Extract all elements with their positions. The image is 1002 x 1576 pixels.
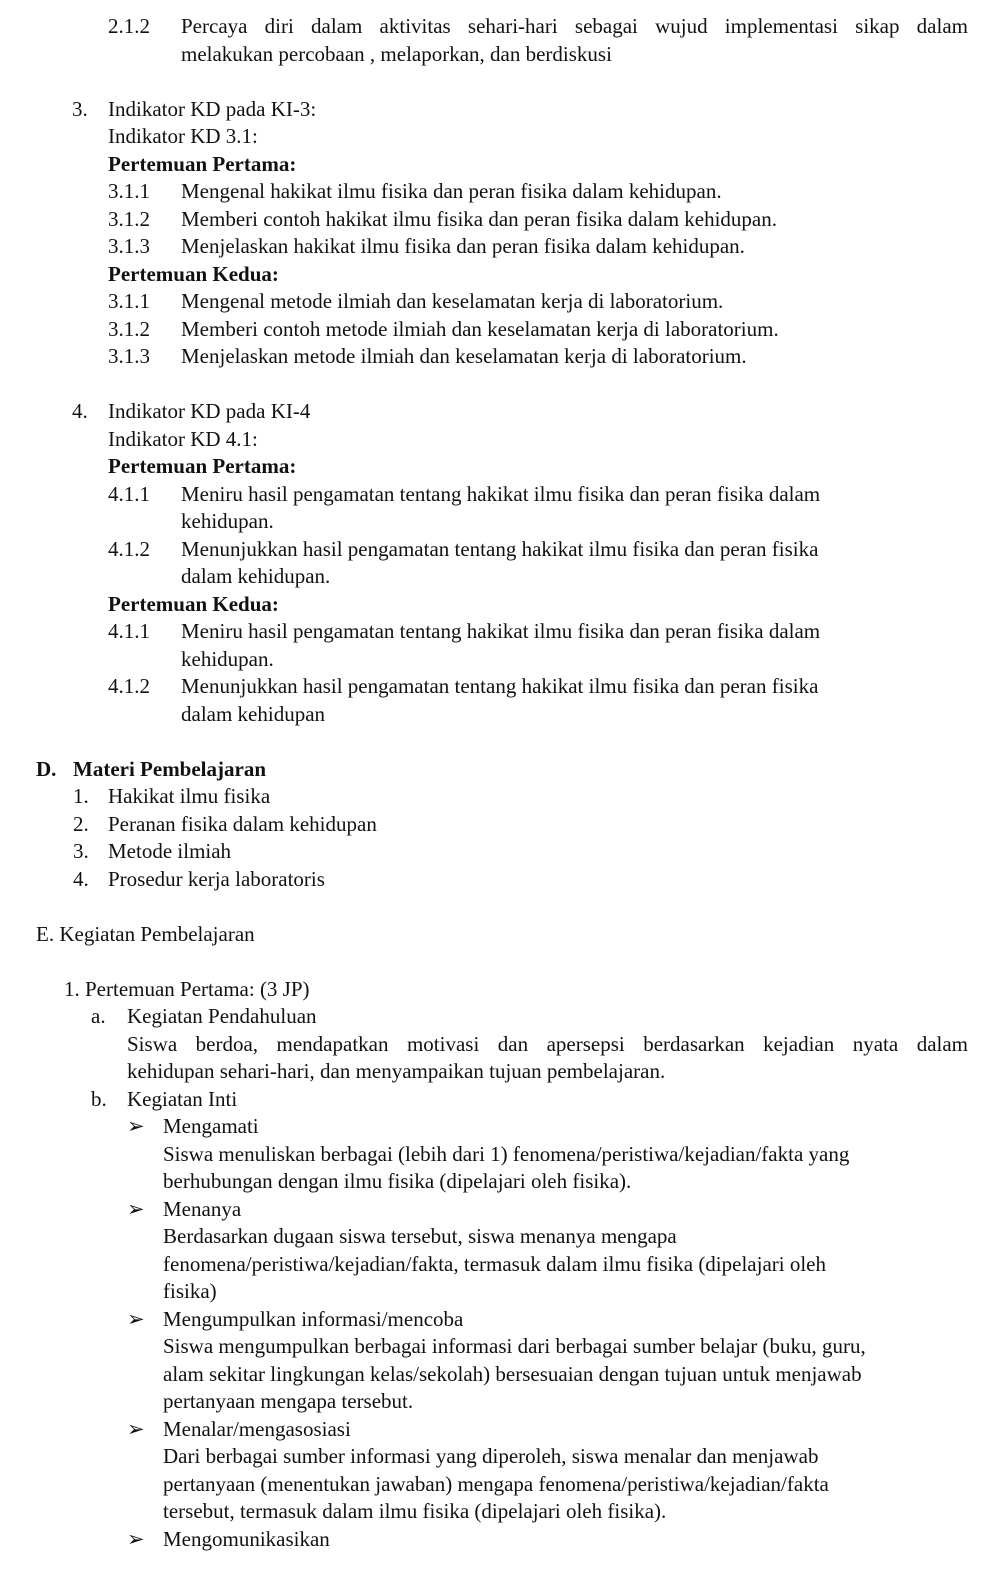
activity-text: kehidupan sehari-hari, dan menyampaikan tujuan pembelajaran. [127,1059,666,1083]
step-title: Mengumpulkan informasi/mencoba [163,1306,464,1331]
indicator-item [0,178,1002,206]
arrow-bullet-icon: ➢ [127,1526,145,1551]
arrow-bullet-icon: ➢ [127,1196,145,1221]
step-item [0,1526,1002,1554]
arrow-bullet-icon: ➢ [127,1114,145,1138]
step-text: Siswa menuliskan berbagai (lebih dari 1) fenomena/peristiwa/kejadian/fakta yang [163,1141,850,1166]
step-text: tersebut, termasuk dalam ilmu fisika (dipelajari oleh fisika). [163,1499,667,1523]
item-number: 3.1.1 [108,289,150,313]
list-number: 3. [72,96,88,121]
item-text: Mengenal hakikat ilmu fisika dan peran fisika dalam kehidupan. [181,179,722,203]
item-text: Menjelaskan metode ilmiah dan keselamatan kerja di laboratorium. [181,344,747,368]
step-title: Menalar/mengasosiasi [163,1416,351,1441]
step-text: Siswa mengumpulkan berbagai informasi dari berbagai sumber belajar (buku, guru, [163,1334,866,1358]
section-letter: D. [36,756,57,781]
item-text: melakukan percobaan , melaporkan, dan berdiskusi [181,41,612,66]
subheading: Indikator KD 4.1: [108,426,258,451]
item-text: Percaya diri dalam aktivitas sehari-hari sebagai wujud implementasi sikap dalam [181,14,968,38]
list-text: Prosedur kerja laboratoris [108,866,325,891]
activity-text: Siswa berdoa, mendapatkan motivasi dan apersepsi berdasarkan kejadian nyata dalam [127,1031,968,1056]
indicator-item [0,536,1002,564]
activity-letter: b. [91,1086,107,1111]
indicator-item [0,233,1002,261]
item-text: kehidupan. [181,646,274,671]
meeting-label: Pertemuan Kedua: [108,261,279,286]
item-number: 2.1.2 [108,14,150,38]
indicator-item [0,316,1002,344]
item-text: Menjelaskan hakikat ilmu fisika dan peran fisika dalam kehidupan. [181,234,745,258]
step-text: pertanyaan mengapa tersebut. [163,1389,414,1413]
indicator-item [0,481,1002,509]
section-title: Materi Pembelajaran [73,756,267,781]
indicator-item [0,618,1002,646]
item-number: 4.1.2 [108,536,150,561]
step-title: Menanya [163,1196,242,1221]
list-text: Hakikat ilmu fisika [108,784,271,808]
activity-heading [0,1003,1002,1031]
list-item [0,838,1002,866]
item-text: Memberi contoh metode ilmiah dan keselamatan kerja di laboratorium. [181,316,779,341]
item-text: dalam kehidupan [181,701,326,726]
indicator-item [0,673,1002,701]
item-text: Meniru hasil pengamatan tentang hakikat ilmu fisika dan peran fisika dalam [181,481,821,506]
step-text: fenomena/peristiwa/kejadian/fakta, termasuk dalam ilmu fisika (dipelajari oleh [163,1251,827,1276]
step-text: pertanyaan (menentukan jawaban) mengapa fenomena/peristiwa/kejadian/fakta [163,1471,829,1496]
list-number: 4. [73,866,89,891]
activity-heading [0,1086,1002,1114]
step-text: fisika) [163,1279,217,1303]
activity-title: Kegiatan Pendahuluan [127,1004,317,1028]
activity-letter: a. [91,1004,106,1028]
arrow-bullet-icon: ➢ [127,1306,145,1331]
list-number: 2. [73,811,89,836]
list-item [0,783,1002,811]
item-number: 3.1.1 [108,179,150,203]
item-number: 3.1.3 [108,344,150,368]
step-text: berhubungan dengan ilmu fisika (dipelajari oleh fisika). [163,1169,632,1193]
meeting-heading: 1. Pertemuan Pertama: (3 JP) [64,976,310,1001]
step-text: alam sekitar lingkungan kelas/sekolah) bersesuaian dengan tujuan untuk menjawab [163,1361,862,1386]
heading-text: Indikator KD pada KI-4 [108,399,311,423]
item-number: 3.1.2 [108,206,150,231]
heading-text: Indikator KD pada KI-3: [108,96,317,121]
item-text: Mengenal metode ilmiah dan keselamatan kerja di laboratorium. [181,289,724,313]
list-text: Metode ilmiah [108,839,232,863]
indicator-item [0,13,1002,41]
item-number: 3.1.3 [108,234,150,258]
list-item [0,866,1002,894]
list-number: 3. [73,839,89,863]
step-item [0,1196,1002,1224]
indicator-item [0,343,1002,371]
step-item [0,1416,1002,1444]
step-item [0,1306,1002,1334]
item-number: 4.1.1 [108,619,150,643]
activity-title: Kegiatan Inti [127,1086,238,1111]
indicator-item [0,206,1002,234]
indicator-item [0,288,1002,316]
list-number: 1. [73,784,89,808]
subheading: Indikator KD 3.1: [108,124,258,148]
section-e-title: E. Kegiatan Pembelajaran [36,921,255,946]
meeting-label: Pertemuan Pertama: [108,454,297,478]
section-heading-ki4 [0,398,1002,426]
item-text: Memberi contoh hakikat ilmu fisika dan peran fisika dalam kehidupan. [181,206,777,231]
meeting-label: Pertemuan Kedua: [108,591,279,616]
step-title: Mengomunikasikan [163,1526,330,1551]
item-text: dalam kehidupan. [181,564,331,588]
section-heading-ki3 [0,96,1002,124]
list-text: Peranan fisika dalam kehidupan [108,811,377,836]
step-item [0,1113,1002,1141]
item-text: Menunjukkan hasil pengamatan tentang hakikat ilmu fisika dan peran fisika [181,674,819,698]
step-title: Mengamati [163,1114,259,1138]
item-text: Menunjukkan hasil pengamatan tentang hakikat ilmu fisika dan peran fisika [181,536,819,561]
list-number: 4. [72,399,88,423]
item-number: 4.1.2 [108,674,150,698]
arrow-bullet-icon: ➢ [127,1416,145,1441]
meeting-label: Pertemuan Pertama: [108,151,297,176]
item-number: 3.1.2 [108,316,150,341]
item-text: Meniru hasil pengamatan tentang hakikat ilmu fisika dan peran fisika dalam [181,619,821,643]
list-item [0,811,1002,839]
item-number: 4.1.1 [108,481,150,506]
step-text: Berdasarkan dugaan siswa tersebut, siswa menanya mengapa [163,1224,677,1248]
step-text: Dari berbagai sumber informasi yang diperoleh, siswa menalar dan menjawab [163,1444,819,1468]
section-d-heading [0,756,1002,784]
item-text: kehidupan. [181,509,274,533]
